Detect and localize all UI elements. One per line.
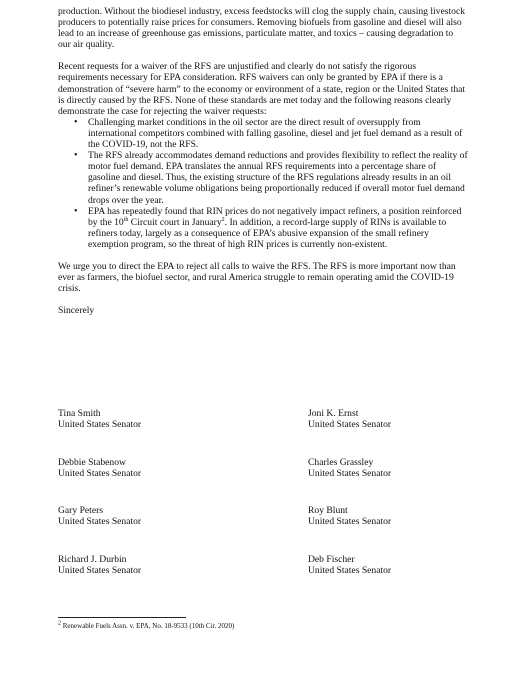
letter-body <box>58 6 468 316</box>
signatory-title: United States Senator <box>58 419 142 430</box>
reason-text-after: . In addition, a record-large supply of RINs is available to refiners today, largely as a consequence of EPA’s abusive expansion of the small refinery exemption program, so the threat of high RIN prices is currently non-existent. <box>88 216 447 250</box>
footnote-reference: 2 <box>221 216 225 223</box>
reason-text-before: EPA has repeatedly found that RIN prices do not negatively impact refiners, a position reinforced by the 10 <box>88 205 462 228</box>
footnote <box>58 622 234 630</box>
signatory-title: United States Senator <box>308 419 392 430</box>
signatory-name: Richard J. Durbin <box>58 553 127 565</box>
signatory-name: Gary Peters <box>58 505 104 516</box>
signatory <box>58 554 308 603</box>
reason-text-middle: Circuit court in January <box>128 216 222 228</box>
paragraph-gap <box>58 250 468 261</box>
signatory-name: Tina Smith <box>58 408 101 419</box>
signature-row <box>58 554 468 603</box>
footnote-text: Renewable Fuels Assn. v. EPA, No. 18-9533 (10th Cir. 2020) <box>61 622 235 630</box>
reason-item-2 <box>58 150 468 205</box>
signatory-name: Joni K. Ernst <box>308 408 359 419</box>
signatory-title: United States Senator <box>58 564 142 576</box>
signatory-title: United States Senator <box>58 516 142 527</box>
signatory <box>58 408 308 457</box>
signature-row <box>58 505 468 554</box>
signatory-name: Roy Blunt <box>308 505 348 516</box>
reason-text: The RFS already accommodates demand reductions and provides flexibility to reflect the reality of motor fuel demand. EPA translates the annual RFS requirements into a percentage share of gasoline and diesel. Thus, the existing structure of the RFS regulations already results in an oil refiner’s renewable volume obligations being proportionally reduced if overall motor fuel demand drops over the year. <box>88 150 468 206</box>
signatory-title: United States Senator <box>308 516 392 527</box>
signatory-name: Deb Fischer <box>308 553 355 565</box>
signatory-title: United States Senator <box>308 467 392 479</box>
signatory-name: Charles Grassley <box>308 456 374 468</box>
signature-row <box>58 457 468 506</box>
signatory <box>308 457 468 506</box>
waiver-paragraph: Recent requests for a waiver of the RFS are unjustified and clearly do not satisfy the rigorous requirements necessary for EPA consideration. RFS waivers can only be granted by EPA if there is a demonstration of “severe harm” to the economy or environment of a state, region or the United States that is directly caused by the RFS. None of these standards are met today and the following reasons clearly demonstrate the case for rejecting the waiver requests: <box>58 61 466 117</box>
signatory-name: Debbie Stabenow <box>58 456 126 468</box>
paragraph-gap <box>58 50 468 61</box>
closing-paragraph: We urge you to direct the EPA to reject all calls to waive the RFS. The RFS is more important now than ever as farmers, the biofuel sector, and rural America struggle to remain operating amid the COVID-19 crisis. <box>58 260 456 295</box>
footnote-marker: 2 <box>58 620 61 627</box>
intro-paragraph: production. Without the biodiesel industry, excess feedstocks will clog the supply chain, causing livestock producers to potentially raise prices for consumers. Removing biofuels from gasoline and diesel will also lead to an increase of greenhouse gas emissions, particulate matter, and toxics – causing degradation to our air quality. <box>58 6 466 51</box>
reason-item-3 <box>58 206 468 250</box>
sign-off: Sincerely <box>58 305 95 317</box>
signature-row <box>58 408 468 457</box>
ordinal-suffix: th <box>123 216 129 223</box>
footnote-divider <box>58 617 186 618</box>
reason-text: Challenging market conditions in the oil sector are the direct result of oversupply from international competitors combined with falling gasoline, diesel and jet fuel demand as a result of the COVID-19, not the RFS. <box>88 116 463 151</box>
signatory-title: United States Senator <box>308 564 392 576</box>
signatory-title: United States Senator <box>58 467 142 479</box>
signatory <box>308 554 468 603</box>
reason-item-1 <box>58 117 468 150</box>
signatory <box>308 505 468 554</box>
signatory <box>308 408 468 457</box>
reasons-list <box>58 117 468 250</box>
signatory <box>58 457 308 506</box>
signature-block <box>58 408 468 602</box>
signatory <box>58 505 308 554</box>
